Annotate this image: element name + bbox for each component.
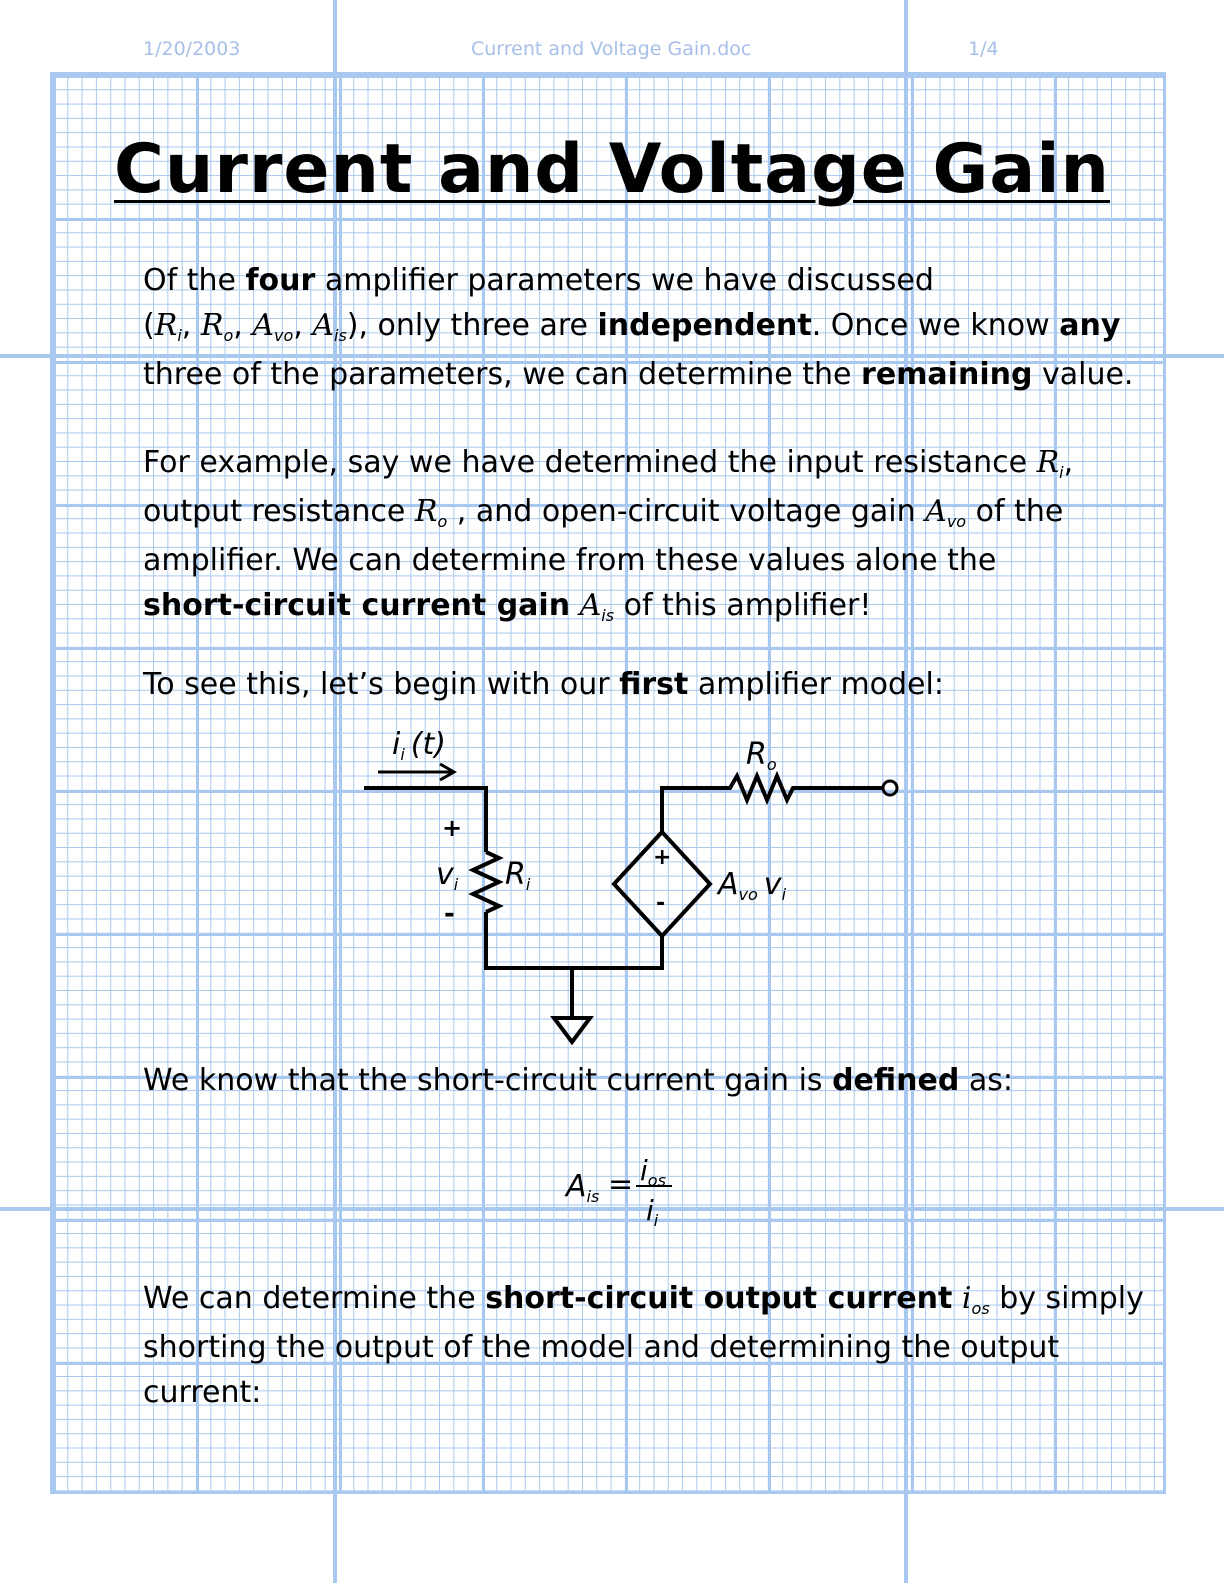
p5-line-2: shorting the output of the model and determining the output bbox=[143, 1330, 1060, 1365]
gain-label: $A_{vo}$ $v_i$ bbox=[718, 867, 787, 904]
header-page-number: 1/4 bbox=[968, 38, 999, 60]
vi-label: $v_i$ bbox=[436, 857, 459, 894]
vi-plus-sign: + bbox=[442, 814, 463, 842]
p1-line-1: Of the four amplifier parameters we have discussed bbox=[143, 263, 934, 298]
paragraph-definition: We know that the short-circuit current gain is defined as: bbox=[143, 1063, 1013, 1098]
p1-line-2: ($R_i$, $R_o$, $A_{vo}$, $A_{is}$), only three are independent. Once we know any bbox=[143, 308, 1121, 345]
p1-line-3: three of the parameters, we can determine the remaining value. bbox=[143, 357, 1134, 392]
equation-lhs: $A_{is}$ bbox=[566, 1169, 600, 1206]
p2-line-1: For example, say we have determined the input resistance $R_i$, bbox=[143, 445, 1074, 482]
ri-label: $R_i$ bbox=[505, 857, 531, 894]
source-minus-sign: - bbox=[656, 891, 666, 916]
ro-label: $R_o$ bbox=[746, 737, 777, 774]
p2-line-4: short-circuit current gain $A_{is}$ of this amplifier! bbox=[143, 588, 872, 625]
page-title: Current and Voltage Gain bbox=[114, 130, 1110, 209]
p2-line-2: output resistance $R_o$ , and open-circuit voltage gain $A_{vo}$ of the bbox=[143, 494, 1064, 531]
p5-line-1: We can determine the short-circuit output current $i_{os}$ by simply bbox=[143, 1281, 1144, 1318]
p5-line-3: current: bbox=[143, 1375, 262, 1410]
p2-line-3: amplifier. We can determine from these values alone the bbox=[143, 543, 997, 578]
header-filename: Current and Voltage Gain.doc bbox=[471, 38, 752, 60]
equation-equals: = bbox=[608, 1167, 634, 1202]
equation-denominator: $i_i$ bbox=[646, 1194, 659, 1230]
header-date: 1/20/2003 bbox=[143, 38, 241, 60]
equation-numerator: $i_{os}$ bbox=[640, 1154, 666, 1190]
source-plus-sign: + bbox=[653, 845, 672, 870]
paragraph-model-intro: To see this, let’s begin with our first amplifier model: bbox=[143, 667, 944, 702]
vi-minus-sign: - bbox=[444, 899, 455, 929]
current-label: $i_i$ (t) bbox=[392, 727, 446, 764]
paragraph-short-circuit bbox=[143, 1276, 1144, 1415]
